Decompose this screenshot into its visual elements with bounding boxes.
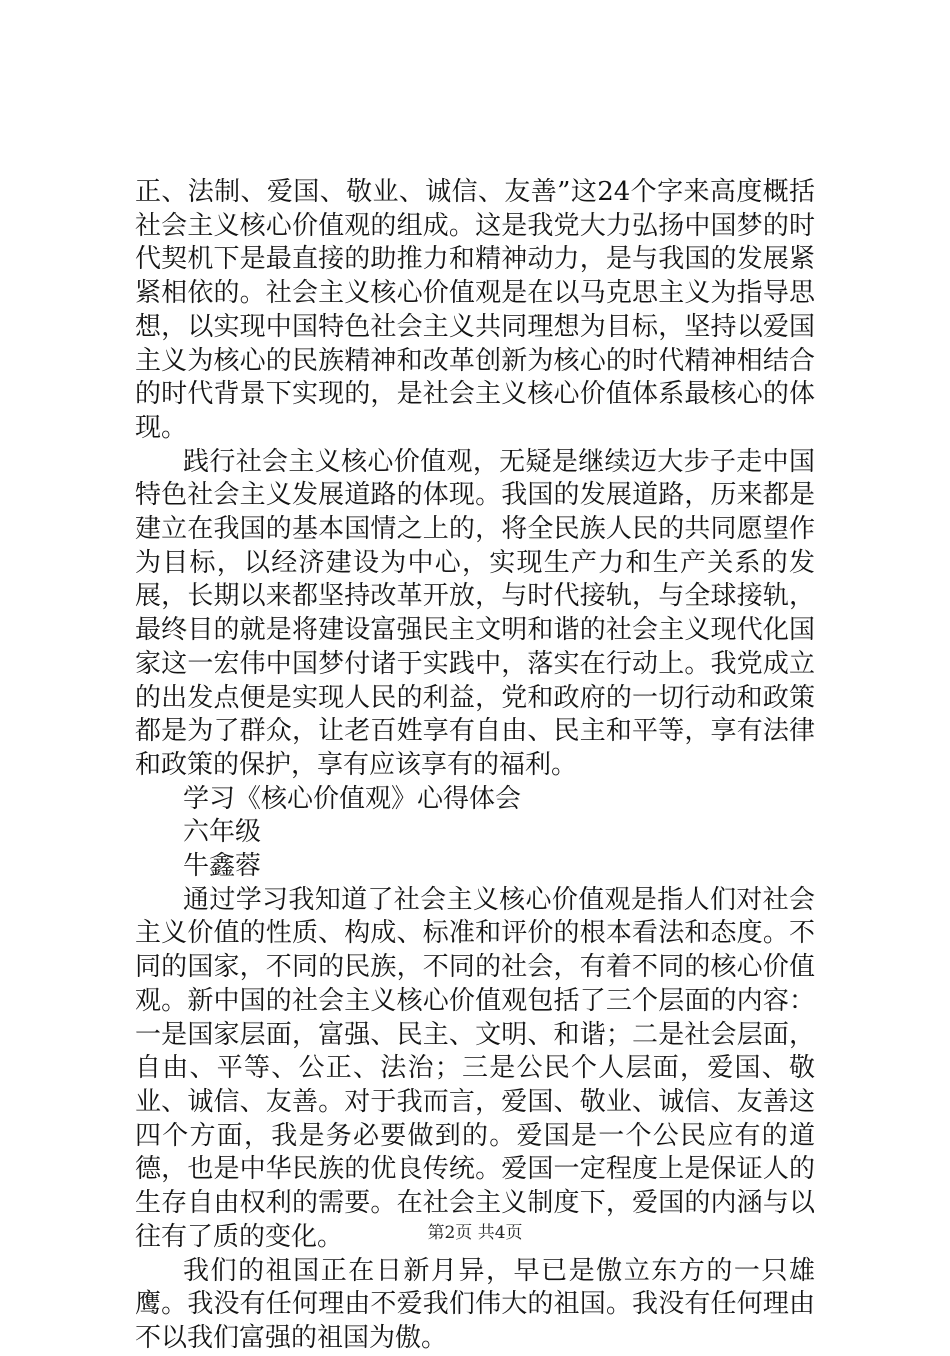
author-grade: 六年级	[183, 817, 262, 848]
paragraph: 通过学习我知道了社会主义核心价值观是指人们对社会主义价值的性质、构成、标准和评价的根本看法和态度。不同的国家，不同的民族，不同的社会，有着不同的核心价值观。新中国的社会主义核心价值观包括了三个层面的内容：一是国家层面，富强、民主、文明、和谐；二是社会层面，自由、平等、公正、法治；三是公民个人层面，爱国、敬业、诚信、友善。对于我而言，爱国、敬业、诚信、友善这四个方面，我是务必要做到的。爱国是一个公民应有的道德，也是中华民族的优良传统。爱国一定程度上是保证人的生存自由权利的需要。在社会主义制度下，爱国的内涵与以往有了质的变化。	[135, 884, 815, 1252]
essay-title: 学习《核心价值观》心得体会	[183, 783, 522, 814]
document-body	[135, 176, 815, 1356]
paragraph: 我们的祖国正在日新月异，早已是傲立东方的一只雄鹰。我没有任何理由不爱我们伟大的祖国。我没有任何理由不以我们富强的祖国为傲。	[135, 1255, 815, 1353]
paragraph: 践行社会主义核心价值观，无疑是继续迈大步子走中国特色社会主义发展道路的体现。我国的发展道路，历来都是建立在我国的基本国情之上的，将全民族人民的共同愿望作为目标，以经济建设为中心，实现生产力和生产关系的发展，长期以来都坚持改革开放，与时代接轨，与全球接轨，最终目的就是将建设富强民主文明和谐的社会主义现代化国家这一宏伟中国梦付诸于实践中，落实在行动上。我党成立的出发点便是实现人民的利益，党和政府的一切行动和政策都是为了群众，让老百姓享有自由、民主和平等，享有法律和政策的保护，享有应该享有的福利。	[135, 446, 815, 780]
author-name: 牛鑫蓉	[183, 851, 262, 882]
page-number-footer: 第2页 共4页	[427, 1223, 523, 1243]
paragraph-continued: 正、法制、爱国、敬业、诚信、友善”这24个字来高度概括社会主义核心价值观的组成。这是我党大力弘扬中国梦的时代契机下是最直接的助推力和精神动力，是与我国的发展紧紧相依的。社会主义核心价值观是在以马克思主义为指导思想，以实现中国特色社会主义共同理想为目标，坚持以爱国主义为核心的民族精神和改革创新为核心的时代精神相结合的时代背景下实现的，是社会主义核心价值体系最核心的体现。	[135, 177, 815, 443]
